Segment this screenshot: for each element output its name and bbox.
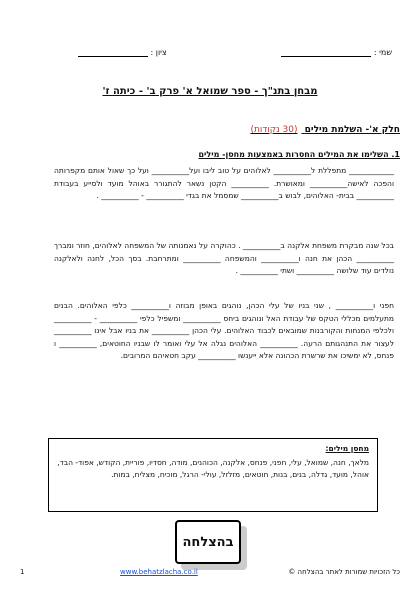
name-field [281, 46, 392, 57]
paragraph-3: חפני ו__________ , שני בניו של עלי הכהן, נוהגים באופן מבוזה ו__________ כלפי האלוהים. הבנים מתעלמים מכללי הטקס של עבודת האל ונוהגים ביחס __________ ומשפיל כלפי __________ - __________ ולכלפי המנחות והקורבנות שמובאים לכבוד האלוהים. עלי הכהן __________ את בניו אבל אינו __________ לעצור את התנהגותם הרעה. __________ האלוהים נגלה אל עלי ואומר לו שבניו החוטאים, __________ ו פנחס, לא ימשיכו את שרשרת הכהונה אלא ייענשו __________ עקב חטאיהם המרובים. [54, 301, 394, 360]
name-line[interactable] [281, 46, 371, 57]
grade-label: ציון : [150, 48, 167, 57]
site-link[interactable]: www.behatzlacha.co.il [120, 568, 198, 576]
section-header [250, 125, 400, 135]
behatzlacha-logo: בהצלחה [175, 520, 241, 564]
footer [20, 568, 400, 580]
word-bank-words: מלאך, חנה, שמואל, עלי, חפני, פנחס, אלקנה, הכוהנים, מודה, חסדיו, פוריית, הקודש, אפוד- הבד, אוהל, מועד, גדלה, בנים, בנות, חוטאים, מזלזל, עולי- הרגל, מוכיח, מצליח, במות. [57, 458, 369, 479]
page-number: 1 [20, 568, 25, 576]
word-bank [48, 438, 378, 512]
copyright: כל הזכויות שמורות לאתר בהצלחה © [288, 568, 400, 576]
paragraph-1: ____________ מתפללת ל__________ לאלוהים על טוב ליבו ועל__________ ועל כך שאול אותם מקפרותה והפכה לאישה__________ ומאושרת. __________ הקטן נשאר להתגורר באוהל מועד ולסייע בעבודת __________ בבית- האלוהים, לבוש ב__________ שמסמל את בגדי __________ - __________ . [54, 166, 394, 200]
grade-field [78, 46, 167, 57]
page-title: מבחן בתנ"ך - ספר שמואל א' פרק ב' - כיתה ז' [102, 86, 318, 97]
student-header [20, 46, 400, 62]
section-points: (30 נקודות) [250, 125, 298, 135]
instruction: 1. השלימו את המילים החסרות באמצעות מחסן- מילים [198, 150, 400, 159]
paragraph-2: בכל שנה מבקרת משפחת אלקנה ב__________ . כהוקרה על נאמנותה של המשפחה לאלוהים, חוזר ומברך __________ הכהן את חנה ו__________ והמשפחה __________ ומתרחבת. בסך הכל, לחנה ולאלקנה נולדים עוד שלושה __________ ושתי __________ . [54, 241, 394, 275]
section-title: חלק א'- השלמת מילים [304, 125, 400, 135]
word-bank-title: מחסן מילים: [325, 444, 369, 453]
grade-line[interactable] [78, 46, 148, 57]
name-label: שמי : [373, 48, 392, 57]
